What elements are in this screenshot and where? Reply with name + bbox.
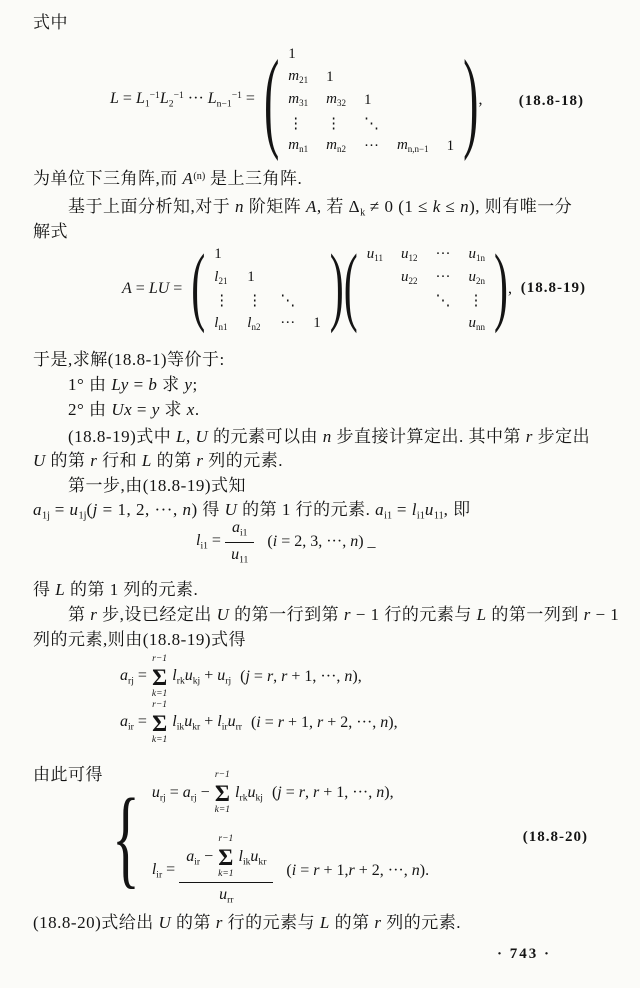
matrix-cell <box>355 43 388 66</box>
matrix-row <box>279 89 463 112</box>
right-paren: ) <box>493 238 508 336</box>
line1-condition: (j = r, r + 1, ···, n), <box>271 784 394 802</box>
arj-rhs: $l_{rk}u_{kj} + u_{rj}$ <box>172 667 232 687</box>
sigma-symbol: Σ <box>152 710 168 736</box>
matrix-cell <box>392 312 427 335</box>
air-rhs: $l_{ik}u_{kr} + l_{ir}u_{rr}$ <box>172 713 242 733</box>
matrix-row <box>279 135 463 158</box>
step2-text: 2° 由 Ux = y 求 x. <box>68 400 200 419</box>
matrix-cell <box>304 266 330 289</box>
arj-condition: (j = r, r + 1, ···, n), <box>240 668 362 685</box>
matrix-row <box>279 43 463 66</box>
summation <box>152 655 167 699</box>
matrix-cell: 1 <box>288 45 296 62</box>
matrix-cell <box>438 66 464 89</box>
sum-lower-limit: k=1 <box>151 688 168 699</box>
fraction-denominator: $u_{rr}$ <box>219 886 234 906</box>
summation <box>152 701 167 745</box>
matrix-cell: $m_{n2}$ <box>326 137 346 155</box>
matrix-cell <box>392 289 427 312</box>
system-brace: { <box>112 775 140 900</box>
matrix-cell: ··· <box>363 137 379 154</box>
matrix-cell <box>388 112 438 135</box>
matrix-cell: ··· <box>435 269 451 285</box>
para6-text: 由此可得 <box>33 765 103 784</box>
after-eq18-text: 为单位下三角阵,而 $A^{(n)}$ 是上三角阵. <box>33 169 303 189</box>
matrix-row <box>205 243 330 266</box>
matrix-cell: 1 <box>313 315 321 331</box>
matrix-row <box>358 266 494 289</box>
eq18-tag: (18.8-18) <box>518 93 584 109</box>
fraction-numerator: $a_{i1}$ <box>225 519 254 542</box>
matrix-cell: $m_{31}$ <box>288 91 309 109</box>
matrix-cell: $l_{n1}$ <box>214 314 228 333</box>
matrix-cell <box>358 289 392 312</box>
equation-li1 <box>196 518 376 566</box>
matrix-cell <box>304 289 330 312</box>
li1-lhs: $l_{i1}$ = <box>196 532 221 552</box>
matrix-row <box>358 312 494 335</box>
matrix-cell: 1 <box>446 137 455 154</box>
equation-18-8-20 <box>112 770 430 906</box>
matrix-cell: ⋮ <box>214 293 230 309</box>
matrix-cell <box>388 89 438 112</box>
sum-upper-limit: r−1 <box>218 834 234 845</box>
matrix-cell <box>317 43 355 66</box>
para2-line1: (18.8-19)式中 L, U 的元素可以由 n 步直接计算定出. 其中第 r 步定出 <box>68 427 591 446</box>
sigma-symbol: Σ <box>218 844 234 870</box>
page-number: · 743 · <box>497 946 552 962</box>
matrix-cell: $m_{n1}$ <box>288 137 309 155</box>
sum-upper-limit: r−1 <box>214 770 230 781</box>
eq19-comma: , <box>507 280 512 297</box>
matrix-row <box>205 266 330 289</box>
line1-lhs: $u_{rj} = a_{rj}$ − <box>151 783 210 803</box>
li1-fraction <box>225 519 254 565</box>
matrix-cell <box>271 243 304 266</box>
eq20-tag: (18.8-20) <box>522 829 588 845</box>
eq19-u-matrix <box>358 243 494 335</box>
matrix-cell: 1 <box>326 68 334 85</box>
matrix-cell <box>438 43 464 66</box>
matrix-cell: $u_{nn}$ <box>468 314 485 333</box>
matrix-cell: ··· <box>435 246 451 262</box>
sum-lower-limit: k=1 <box>218 868 234 879</box>
matrix-cell: ⋮ <box>247 293 263 309</box>
matrix-cell <box>304 243 330 266</box>
para4-text: $a_{1j} = u_{1j}(j = 1$, 2, ···, n) 得 U 的第 1 行的元素. $a_{i1} = l_{i1}u_{11}$, 即 <box>33 500 471 522</box>
matrix-cell: $u_{12}$ <box>400 245 418 264</box>
step1-text: 1° 由 Ly = b 求 y; <box>68 375 198 394</box>
summation <box>218 835 233 879</box>
matrix-cell: ⋱ <box>363 115 379 132</box>
para5-line2: 列的元素,则由(18.8-19)式得 <box>33 630 246 649</box>
matrix-cell <box>388 66 438 89</box>
matrix-cell: 1 <box>214 246 222 262</box>
matrix-cell: $m_{21}$ <box>288 68 309 86</box>
right-paren: ) <box>463 37 479 162</box>
matrix-cell: $m_{n,n-1}$ <box>396 137 429 155</box>
equation-18-8-18 <box>110 38 482 162</box>
matrix-cell: $m_{32}$ <box>326 91 346 109</box>
li1-condition: (i = 2, 3, ···, n) _ <box>267 533 376 550</box>
matrix-cell <box>355 66 388 89</box>
para1-line2: 解式 <box>33 222 68 241</box>
matrix-cell: $u_{2n}$ <box>468 268 485 287</box>
para1-line1: 基于上面分析知,对于 n 阶矩阵 A, 若 $\Delta_k \ne 0$ (1 ≤ k ≤ n), 则有唯一分 <box>68 197 573 219</box>
matrix-row <box>279 66 463 89</box>
matrix-cell: $u_{1n}$ <box>468 245 485 264</box>
after-li1-text: 得 L 的第 1 列的元素. <box>33 580 199 599</box>
eq18-lhs: $L = L_1^{-1}L_2^{-1}$ ··· $L_{n-1}^{-1}$ = <box>110 90 255 110</box>
air-lhs: $a_{ir}$ = <box>120 713 147 733</box>
eq20-line1 <box>152 771 429 815</box>
numerator-pre: $a_{ir}$ − <box>186 847 214 867</box>
matrix-row <box>205 289 330 312</box>
matrix-cell <box>388 43 438 66</box>
sigma-symbol: Σ <box>214 780 230 806</box>
eq20-line2 <box>152 835 429 905</box>
matrix-cell <box>438 89 464 112</box>
matrix-cell: 1 <box>363 91 372 108</box>
matrix-cell <box>358 312 392 335</box>
right-paren: ) <box>329 238 344 336</box>
fraction-numerator <box>179 835 273 883</box>
eq18-matrix <box>279 43 463 158</box>
eq19-lhs: A = LU = <box>122 280 183 297</box>
matrix-cell: $u_{11}$ <box>366 245 383 264</box>
matrix-row <box>358 289 494 312</box>
eq19-l-matrix <box>205 243 330 335</box>
matrix-row <box>358 243 494 266</box>
left-paren: ( <box>263 37 280 162</box>
eq19-tag: (18.8-19) <box>520 280 586 296</box>
sum-lower-limit: k=1 <box>151 734 168 745</box>
sum-upper-limit: r−1 <box>152 700 168 710</box>
line2-fraction <box>179 835 273 905</box>
equation-air <box>120 698 398 748</box>
equation-arj <box>120 652 362 702</box>
matrix-cell: ⋮ <box>326 115 342 132</box>
matrix-cell <box>438 112 464 135</box>
after-eq19-text: 于是,求解(18.8-1)等价于: <box>33 350 225 369</box>
matrix-cell: ··· <box>280 315 296 331</box>
eq18-comma: , <box>478 91 483 108</box>
matrix-cell <box>238 243 271 266</box>
summation <box>215 771 230 815</box>
matrix-cell <box>271 266 304 289</box>
intro-text: 式中 <box>33 13 68 32</box>
matrix-cell: $l_{21}$ <box>214 268 228 287</box>
matrix-cell: ⋱ <box>435 293 451 309</box>
sum-upper-limit: r−1 <box>152 654 168 664</box>
matrix-cell <box>426 312 459 335</box>
air-condition: (i = r + 1, r + 2, ···, n), <box>250 714 398 731</box>
para3-text: 第一步,由(18.8-19)式知 <box>68 476 246 495</box>
line2-lhs: $l_{ir}$ = <box>151 860 176 881</box>
matrix-cell <box>358 266 392 289</box>
closing-text: (18.8-20)式给出 U 的第 r 行的元素与 L 的第 r 列的元素. <box>33 913 461 932</box>
line2-condition: (i = r + 1,r + 2, ···, n). <box>286 861 430 879</box>
left-paren: ( <box>343 238 358 336</box>
fraction-denominator: $u_{11}$ <box>231 545 249 565</box>
para2-line2: U 的第 r 行和 L 的第 r 列的元素. <box>33 451 283 470</box>
arj-lhs: $a_{rj}$ = <box>120 667 147 687</box>
matrix-row <box>279 112 463 135</box>
left-paren: ( <box>191 238 206 336</box>
matrix-cell: ⋱ <box>280 293 296 309</box>
para5-line1: 第 r 步,设已经定出 U 的第一行到第 r − 1 行的元素与 L 的第一列到 r − 1 <box>68 605 620 624</box>
matrix-row <box>205 312 330 335</box>
matrix-cell: $l_{n2}$ <box>247 314 261 333</box>
matrix-cell: ⋮ <box>468 293 484 309</box>
sigma-symbol: Σ <box>152 664 168 690</box>
system-lines <box>152 771 429 905</box>
sum-lower-limit: k=1 <box>214 804 231 815</box>
matrix-cell: 1 <box>247 269 255 285</box>
matrix-cell: $u_{22}$ <box>400 268 418 287</box>
numerator-post: $l_{ik}u_{kr}$ <box>238 847 267 867</box>
matrix-cell: ⋮ <box>288 115 304 132</box>
equation-18-8-19 <box>122 238 512 336</box>
line1-rhs: $l_{rk}u_{kj}$ <box>235 783 263 803</box>
